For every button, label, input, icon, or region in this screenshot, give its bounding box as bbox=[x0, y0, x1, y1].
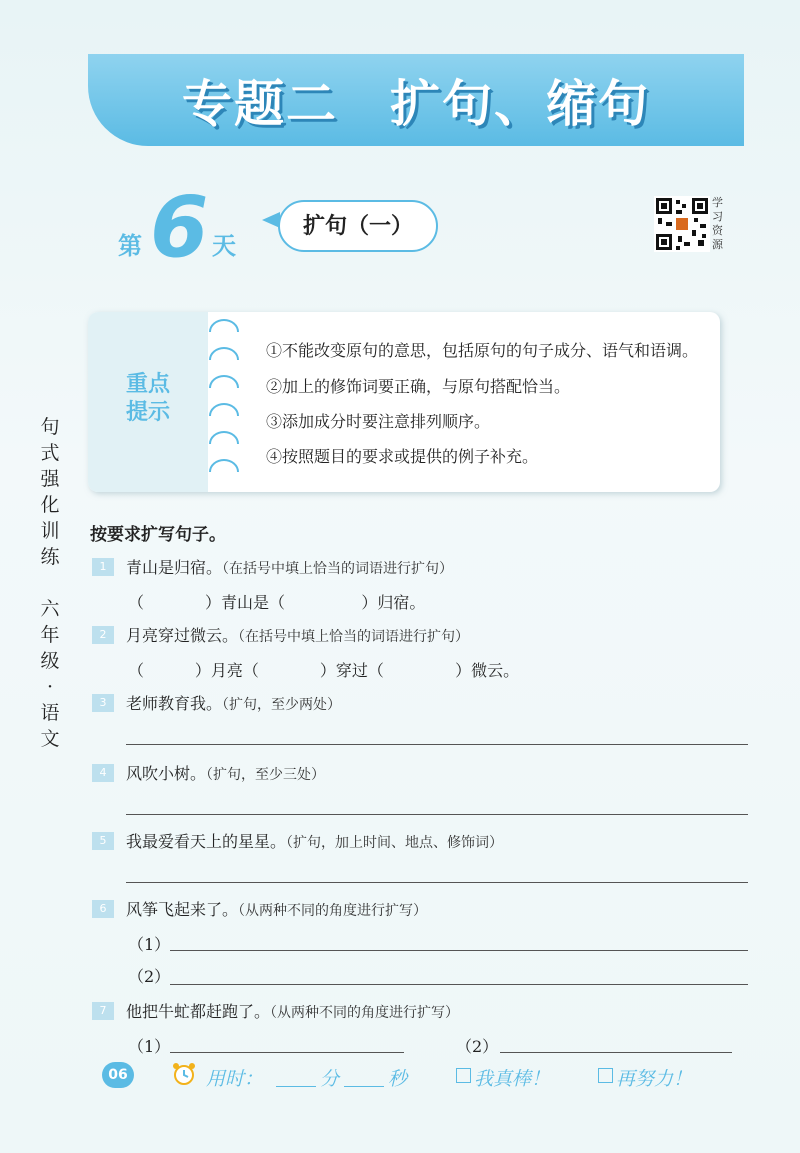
question-sentence: 青山是归宿。 bbox=[126, 558, 223, 577]
try-again-checkbox[interactable] bbox=[598, 1068, 613, 1083]
answer-line[interactable] bbox=[170, 984, 748, 985]
keypoint-item: ④按照题目的要求或提供的例子补充。 bbox=[266, 447, 539, 466]
sub-answer-label: （2） bbox=[128, 967, 171, 986]
question-text bbox=[126, 623, 469, 646]
side-title-series: 句式强化训练 bbox=[40, 416, 60, 568]
question-text bbox=[126, 829, 503, 852]
question-hint: （扩句，至少两处） bbox=[222, 697, 342, 713]
question-text bbox=[126, 761, 325, 784]
question-sentence: 月亮穿过微云。 bbox=[126, 626, 239, 645]
keypoint-item: ③添加成分时要注意排列顺序。 bbox=[266, 412, 491, 431]
sub-answer-label: （2） bbox=[456, 1037, 499, 1056]
seconds-unit: 秒 bbox=[388, 1068, 408, 1090]
answer-line[interactable] bbox=[170, 950, 748, 951]
exercise-instruction: 按要求扩写句子。 bbox=[90, 525, 226, 545]
alarm-clock-icon bbox=[170, 1060, 198, 1088]
question-number: 5 bbox=[92, 832, 114, 850]
page-number: 06 bbox=[102, 1062, 134, 1088]
question-text bbox=[126, 555, 453, 578]
question-hint: （从两种不同的角度进行扩写） bbox=[238, 903, 428, 919]
question-number: 4 bbox=[92, 764, 114, 782]
try-again-label: 再努力！ bbox=[616, 1068, 693, 1090]
keypoint-item: ②加上的修饰词要正确，与原句搭配恰当。 bbox=[266, 377, 571, 396]
question-sentence: 风筝飞起来了。 bbox=[126, 900, 239, 919]
question-number: 6 bbox=[92, 900, 114, 918]
answer-line[interactable] bbox=[126, 744, 748, 745]
question-sentence: 他把牛虻都赶跑了。 bbox=[126, 1002, 271, 1021]
question-hint: （扩句，至少三处） bbox=[206, 767, 326, 783]
answer-line[interactable] bbox=[126, 882, 748, 883]
question-sentence: 风吹小树。 bbox=[126, 764, 207, 783]
seconds-blank[interactable] bbox=[344, 1086, 384, 1087]
side-title-grade: 六年级·语文 bbox=[40, 598, 60, 750]
question-number: 2 bbox=[92, 626, 114, 644]
question-text bbox=[126, 691, 341, 714]
question-sentence: 老师教育我。 bbox=[126, 694, 223, 713]
question-hint: （在括号中填上恰当的词语进行扩句） bbox=[238, 629, 470, 645]
minutes-unit: 分 bbox=[320, 1068, 340, 1090]
great-label: 我真棒！ bbox=[474, 1068, 551, 1090]
qr-code-icon[interactable] bbox=[654, 196, 710, 252]
day-suffix: 天 bbox=[212, 231, 236, 260]
question-sentence: 我最爱看天上的星星。 bbox=[126, 832, 287, 851]
answer-line[interactable] bbox=[500, 1052, 732, 1053]
time-label: 用时： bbox=[206, 1068, 264, 1090]
sub-answer-label: （1） bbox=[128, 1037, 171, 1056]
answer-line[interactable] bbox=[170, 1052, 404, 1053]
keypoints-label: 重点提示 bbox=[125, 371, 170, 425]
answer-line[interactable] bbox=[126, 814, 748, 815]
keypoint-item: ①不能改变原句的意思，包括原句的句子成分、语气和语调。 bbox=[266, 341, 699, 360]
day-number: 6 bbox=[150, 178, 209, 276]
notebook-rings-icon bbox=[206, 318, 242, 488]
great-checkbox[interactable] bbox=[456, 1068, 471, 1083]
question-text bbox=[126, 999, 459, 1022]
question-number: 3 bbox=[92, 694, 114, 712]
question-number: 7 bbox=[92, 1002, 114, 1020]
minutes-blank[interactable] bbox=[276, 1086, 316, 1087]
fill-in-blank[interactable]: （ ）青山是（ ）归宿。 bbox=[128, 593, 426, 612]
question-hint: （在括号中填上恰当的词语进行扩句） bbox=[222, 561, 454, 577]
fill-in-blank[interactable]: （ ）月亮（ ）穿过（ ）微云。 bbox=[128, 661, 520, 680]
question-hint: （扩句，加上时间、地点、修饰词） bbox=[286, 835, 504, 851]
day-prefix: 第 bbox=[118, 231, 142, 260]
question-number: 1 bbox=[92, 558, 114, 576]
sub-answer-label: （1） bbox=[128, 935, 171, 954]
question-hint: （从两种不同的角度进行扩写） bbox=[270, 1005, 460, 1021]
question-text bbox=[126, 897, 427, 920]
qr-label: 学习资源 bbox=[712, 196, 723, 251]
topic-title: 专题二 扩句、缩句 bbox=[182, 75, 650, 133]
lesson-title: 扩句（一） bbox=[278, 200, 438, 252]
